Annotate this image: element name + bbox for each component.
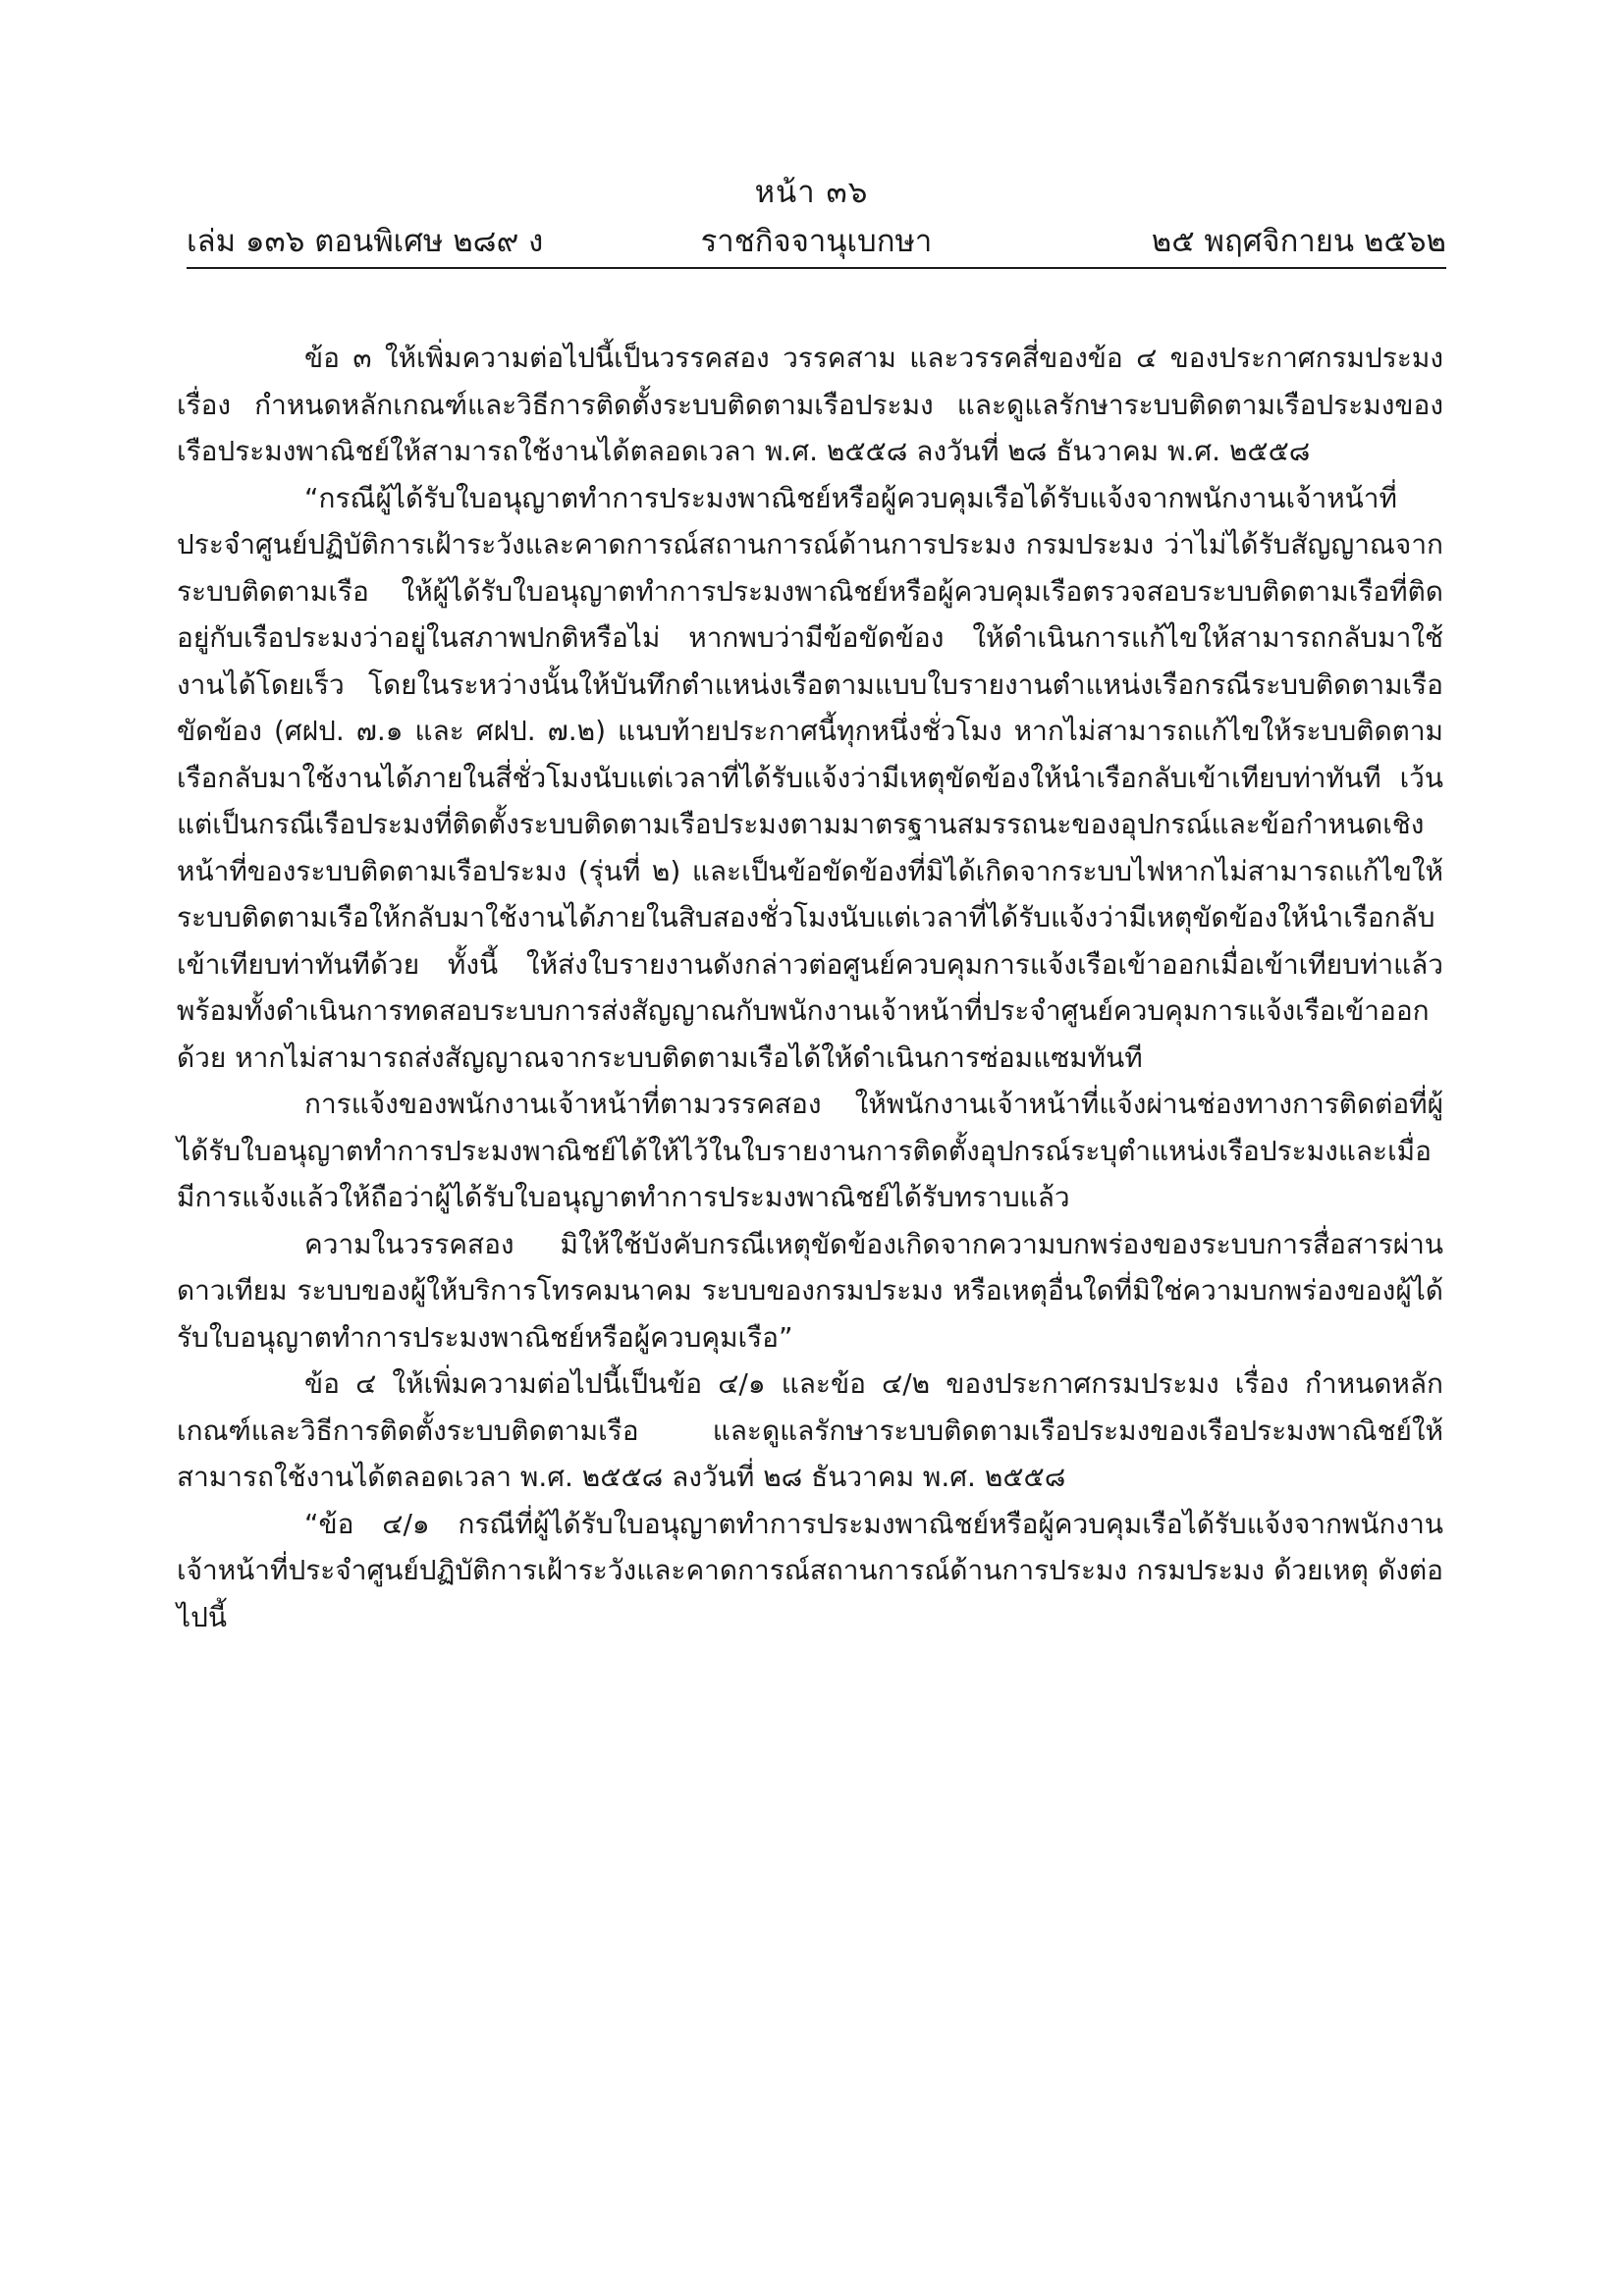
paragraph-clause-4: ข้อ ๔ ให้เพิ่มความต่อไปนี้เป็นข้อ ๔/๑ และข้อ ๔/๒ ของประกาศกรมประมง เรื่อง กำหนดหลักเกณฑ์และวิธีการติดตั้งระบบติดตามเรือ และดูแลรักษาระบบติดตามเรือประมงของเรือประมงพาณิชย์ให้สามารถใช้งานได้ตลอดเวลา พ.ศ. ๒๕๕๘ ลงวันที่ ๒๘ ธันวาคม พ.ศ. ๒๕๕๘ — [177, 1367, 1443, 1493]
paragraph-clause-3-third: การแจ้งของพนักงานเจ้าหน้าที่ตามวรรคสอง ให้พนักงานเจ้าหน้าที่แจ้งผ่านช่องทางการติดต่อที่ผู้ได้รับใบอนุญาตทำการประมงพาณิชย์ได้ให้ไว้ในใบรายงานการติดตั้งอุปกรณ์ระบุตำแหน่งเรือประมงและเมื่อมีการแจ้งแล้วให้ถือว่าผู้ได้รับใบอนุญาตทำการประมงพาณิชย์ได้รับทราบแล้ว — [177, 1088, 1443, 1213]
paragraph-clause-3-fourth: ความในวรรคสอง มิให้ใช้บังคับกรณีเหตุขัดข้องเกิดจากความบกพร่องของระบบการสื่อสารผ่านดาวเทียม ระบบของผู้ให้บริการโทรคมนาคม ระบบของกรมประมง หรือเหตุอื่นใดที่มิใช่ความบกพร่องของผู้ได้รับใบอนุญาตทำการประมงพาณิชย์หรือผู้ควบคุมเรือ” — [177, 1227, 1443, 1354]
publication-date: ๒๕ พฤศจิกายน ๒๕๖๒ — [1151, 224, 1446, 259]
page-number: หน้า ๓๖ — [754, 175, 869, 210]
paragraph-clause-3: ข้อ ๓ ให้เพิ่มความต่อไปนี้เป็นวรรคสอง วรรคสาม และวรรคสี่ของข้อ ๔ ของประกาศกรมประมง เรื่อง กำหนดหลักเกณฑ์และวิธีการติดตั้งระบบติดตามเรือประมง และดูแลรักษาระบบติดตามเรือประมงของเรือประมงพาณิชย์ให้สามารถใช้งานได้ตลอดเวลา พ.ศ. ๒๕๕๘ ลงวันที่ ๒๘ ธันวาคม พ.ศ. ๒๕๕๘ — [177, 342, 1443, 467]
paragraph-clause-4-1: “ข้อ ๔/๑ กรณีที่ผู้ได้รับใบอนุญาตทำการประมงพาณิชย์หรือผู้ควบคุมเรือได้รับแจ้งจากพนักงานเจ้าหน้าที่ประจำศูนย์ปฏิบัติการเฝ้าระวังและคาดการณ์สถานการณ์ด้านการประมง กรมประมง ด้วยเหตุ ดังต่อไปนี้ — [177, 1507, 1443, 1633]
paragraph-clause-3-second: “กรณีผู้ได้รับใบอนุญาตทำการประมงพาณิชย์หรือผู้ควบคุมเรือได้รับแจ้งจากพนักงานเจ้าหน้าที่ประจำศูนย์ปฏิบัติการเฝ้าระวังและคาดการณ์สถานการณ์ด้านการประมง กรมประมง ว่าไม่ได้รับสัญญาณจากระบบติดตามเรือ ให้ผู้ได้รับใบอนุญาตทำการประมงพาณิชย์หรือผู้ควบคุมเรือตรวจสอบระบบติดตามเรือที่ติดอยู่กับเรือประมงว่าอยู่ในสภาพปกติหรือไม่ หากพบว่ามีข้อขัดข้อง ให้ดำเนินการแก้ไขให้สามารถกลับมาใช้งานได้โดยเร็ว โดยในระหว่างนั้นให้บันทึกตำแหน่งเรือตามแบบใบรายงานตำแหน่งเรือกรณีระบบติดตามเรือขัดข้อง (ศฝป. ๗.๑ และ ศฝป. ๗.๒) แนบท้ายประกาศนี้ทุกหนึ่งชั่วโมง หากไม่สามารถแก้ไขให้ระบบติดตามเรือกลับมาใช้งานได้ภายในสี่ชั่วโมงนับแต่เวลาที่ได้รับแจ้งว่ามีเหตุขัดข้องให้นำเรือกลับเข้าเทียบท่าทันที เว้นแต่เป็นกรณีเรือประมงที่ติดตั้งระบบติดตามเรือประมงตามมาตรฐานสมรรถนะของอุปกรณ์และข้อกำหนดเชิงหน้าที่ของระบบติดตามเรือประมง (รุ่นที่ ๒) และเป็นข้อขัดข้องที่มิได้เกิดจากระบบไฟหากไม่สามารถแก้ไขให้ระบบติดตามเรือให้กลับมาใช้งานได้ภายในสิบสองชั่วโมงนับแต่เวลาที่ได้รับแจ้งว่ามีเหตุขัดข้องให้นำเรือกลับเข้าเทียบท่าทันทีด้วย ทั้งนี้ ให้ส่งใบรายงานดังกล่าวต่อศูนย์ควบคุมการแจ้งเรือเข้าออกเมื่อเข้าเทียบท่าแล้ว พร้อมทั้งดำเนินการทดสอบระบบการส่งสัญญาณกับพนักงานเจ้าหน้าที่ประจำศูนย์ควบคุมการแจ้งเรือเข้าออกด้วย หากไม่สามารถส่งสัญญาณจากระบบติดตามเรือได้ให้ดำเนินการซ่อมแซมทันที — [177, 481, 1443, 1074]
volume-issue: เล่ม ๑๓๖ ตอนพิเศษ ๒๘๙ ง — [187, 224, 544, 259]
header-divider — [187, 267, 1446, 269]
publication-title: ราชกิจจานุเบกษา — [700, 224, 933, 259]
gazette-header — [187, 216, 1446, 259]
document-body — [177, 335, 1443, 1640]
